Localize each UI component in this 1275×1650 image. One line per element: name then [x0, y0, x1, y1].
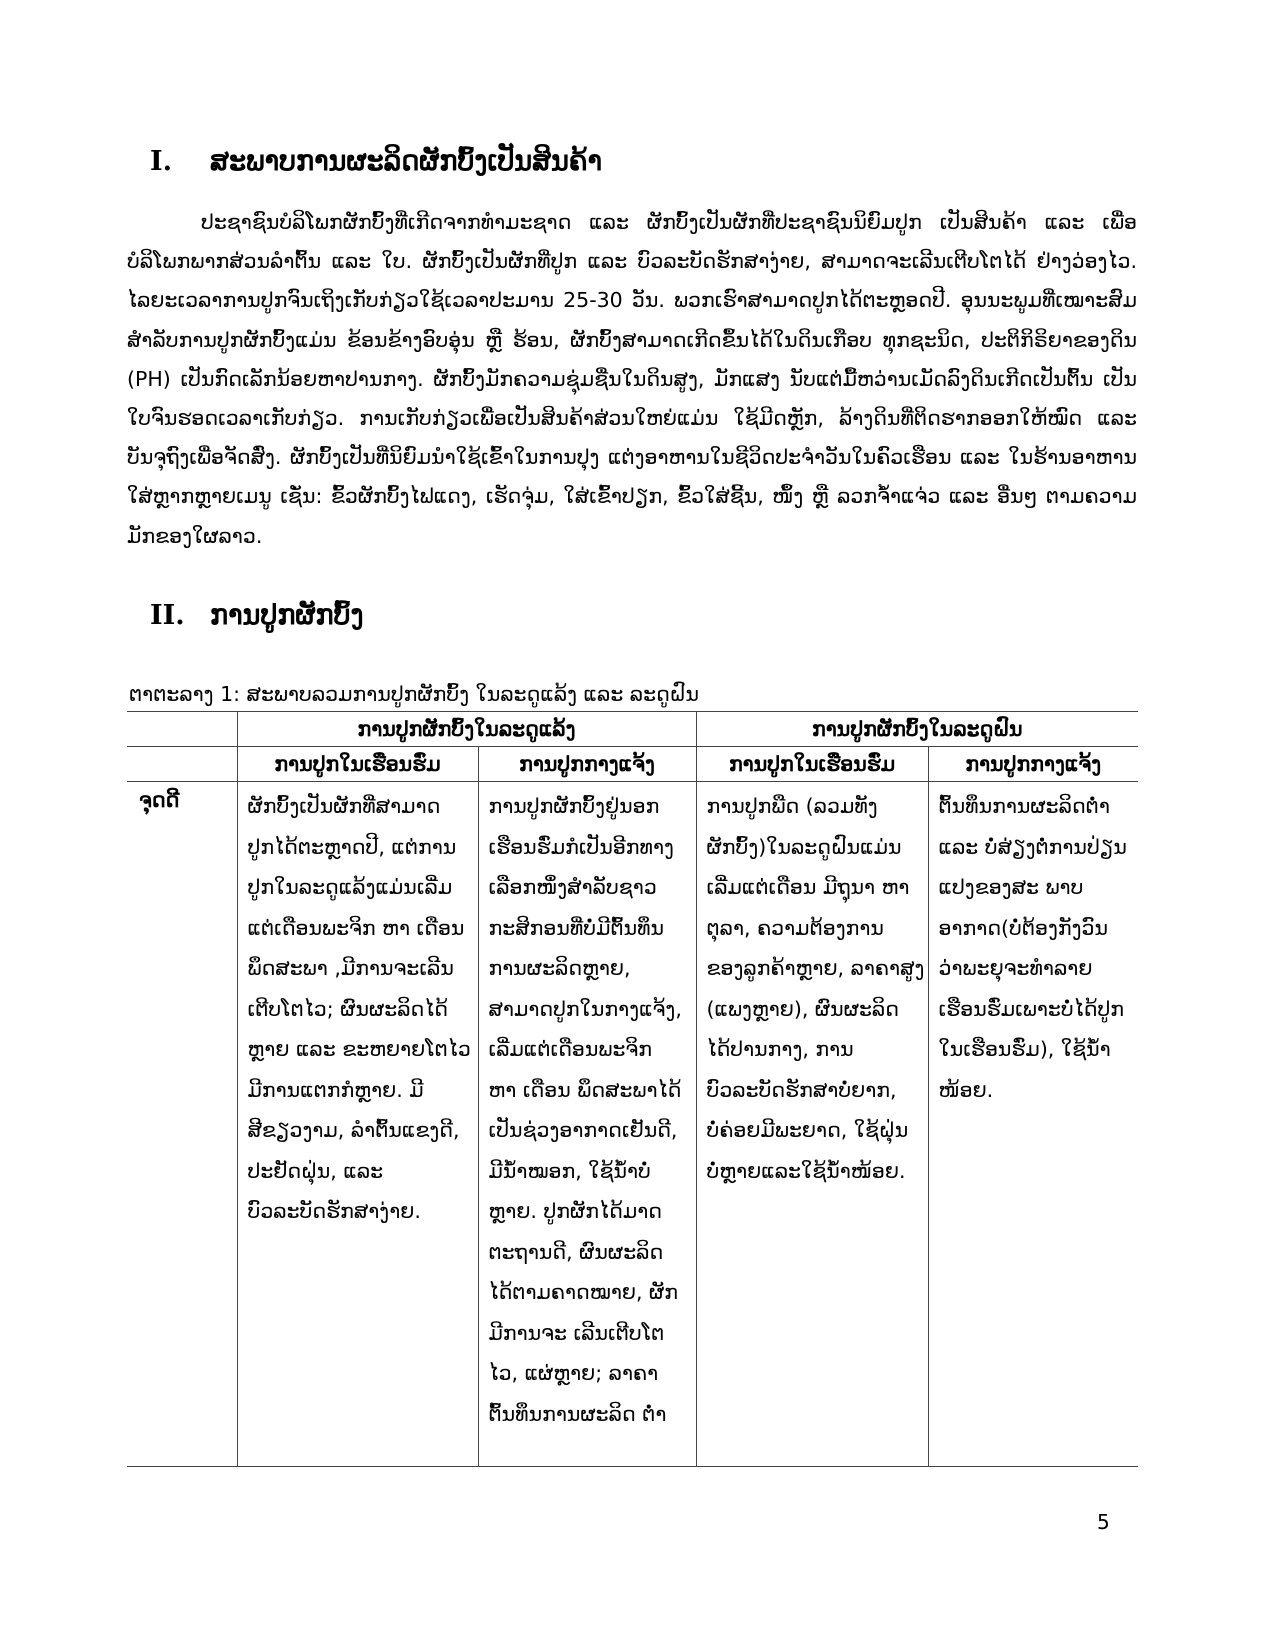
- section-heading-2: [150, 596, 364, 636]
- cell-line: (ແພງຫຼາຍ), ຜົນຜະລິດ: [706, 996, 899, 1021]
- cell-line: ພຶດສະພາ ,ມີການຈະເລີນ: [247, 956, 454, 980]
- cell-line: ຕຸລາ, ຄວາມຕ້ອງການ: [706, 915, 884, 940]
- cell-line: ແລະ ບໍ່ສ່ຽງຕໍ່ການປ່ຽນ: [938, 834, 1127, 859]
- cell-line: ການປູກຜັກບົ້ງຢູ່ນອກ: [488, 794, 660, 818]
- cell-line: ເຮືອນຮົ່ມກໍເປັນອີກທາງ: [488, 834, 674, 859]
- section-heading-1: [150, 142, 602, 182]
- cell-line: ປູກໄດ້ຕະຫຼາດປີ, ແຕ່ການ: [247, 834, 457, 859]
- season-header-dry: ການປູກຜັກບົ້ງໃນລະດູແລ້ງ: [237, 712, 696, 747]
- paragraph-line: ໃຊ້ມີດຫຼັກ, ລ້າງດິນທີ່ຕິດຮາກອອກໃຫ້ໝົດ ແລະ ບັນຈຸຖົງເພື່ອຈັດສົ່ງ. ຜັກບົ້ງເປັນທີ່ນິຍົມນຳໃຊ້ເຂົ້າໃນການປຸງ: [127, 406, 1137, 470]
- cell-line: ປະຢັດຝຸ່ນ, ແລະ: [247, 1158, 384, 1183]
- cell-line: ຕົ້ນທຶນການຜະລິດ ຕໍ່າ: [488, 1401, 667, 1426]
- table-cell: [237, 782, 478, 1467]
- cell-line: ກະສິກອນທີ່ບໍ່ມີຕົ້ນທຶນ: [488, 915, 665, 940]
- section-title: ສະພາບການຜະລິດຜັກບົ້ງເປັນສິນຄ້າ: [210, 146, 603, 177]
- comparison-table: [127, 711, 1138, 1467]
- cell-line: ຜັກບົ້ງເປັນຜັກທີ່ສາມາດ: [247, 794, 441, 818]
- cell-line: ໄດ້ຕາມຄາດໝາຍ, ຜັກ: [488, 1280, 679, 1304]
- paragraph-line: ນັບແຕ່ມື້ຫວ່ານເມັດລົງດິນເກີດເປັນຕົ້ນ ເປັນໃບຈົນຮອດເວລາເກັບກ່ຽວ. ການເກັບກ່ຽວເພື່ອເປັນສິນຄ້າສ່ວນໃຫຍ່ແມ່ນ: [127, 366, 1137, 431]
- cell-line: ມີການແຕກກໍຫຼາຍ. ມີ: [247, 1077, 424, 1102]
- cell-line: ມີການຈະ ເລີນເຕີບໂຕ: [488, 1320, 665, 1345]
- cell-line: ການຜະລິດຫຼາຍ,: [488, 956, 631, 980]
- cell-line: ເຮືອນຮົ່ມເພາະບໍ່ໄດ້ປູກ: [938, 996, 1125, 1021]
- cell-line: ຕົ້ນທຶນການຜະລິດຕໍ່າ: [938, 794, 1110, 818]
- cell-line: ສີຂຽວງາມ, ລຳຕົ້ນແຂງດີ,: [247, 1118, 460, 1142]
- cell-line: ເລີ່ມແຕ່ເດືອນພະຈິກ: [488, 1037, 653, 1061]
- paragraph-line: ອຸນນະພູມທີ່ເໝາະສົມສຳລັບການປູກຜັກບົ້ງແມ່ນ ຂ້ອນຂ້າງອົບອຸ່ນ ຫຼື ຮ້ອນ, ຜັກບົ້ງສາມາດເກີດຂຶ້ນໄດ້ໃນດິນເກືອບ: [127, 288, 1137, 352]
- paragraph-line: ແຕ່ງອາຫານໃນຊີວິດປະຈຳວັນໃນຄົວເຮືອນ ແລະ ໃນຮ້ານອາຫານໃສ່ຫຼາກຫຼາຍເມນູ ເຊັ່ນ: ຂົ້ວຜັກບົ້ງໄຟແດງ, ເຮັດຈຸ່ມ,: [127, 445, 1138, 509]
- table-cell: [928, 782, 1138, 1467]
- method-header: ການປູກກາງແຈ້ງ: [478, 747, 696, 782]
- table-cell: [478, 782, 696, 1467]
- cell-line: ຕະຖານດີ, ຜົນຜະລິດ: [488, 1239, 664, 1264]
- table-row: [127, 782, 1138, 1467]
- method-header: ການປູກໃນເຮືອນຮົ່ມ: [237, 747, 478, 782]
- cell-line: ຜັກບົ້ງ)ໃນລະດູຝົນແມ່ນ: [706, 834, 902, 859]
- cell-line: ມີນ້ຳໝອກ, ໃຊ້ນ້ຳບໍ່: [488, 1158, 651, 1183]
- cell-line: ບໍ່ຄ່ອຍມີພະຍາດ, ໃຊ້ຝຸ່ນ: [706, 1118, 909, 1142]
- paragraph-line: ເພື່ອບໍລິໂພກພາກສ່ວນລຳຕົ້ນ ແລະ ໃບ. ຜັກບົ້ງເປັນຜັກທີ່ປູກ ແລະ ບົວລະບັດຮັກສາງ່າຍ, ສາມາດຈະເລີນເຕີບໂຕໄດ້: [127, 210, 1137, 274]
- paragraph-text: [127, 203, 1137, 556]
- cell-line: ສາມາດປູກໃນກາງແຈ້ງ,: [488, 996, 682, 1021]
- cell-line: ແຕ່ເດືອນພະຈິກ ຫາ ເດືອນ: [247, 915, 465, 940]
- table-subheader-row: [127, 747, 1138, 782]
- empty-corner-cell: [127, 747, 237, 782]
- cell-line: ບົວລະບັດຮັກສາງ່າຍ.: [247, 1199, 421, 1223]
- body-paragraph: [127, 203, 1137, 556]
- method-header: ການປູກໃນເຮືອນຮົ່ມ: [696, 747, 928, 782]
- cell-line: ບໍ່ຫຼາຍແລະໃຊ້ນ້ຳໜ້ອຍ.: [706, 1158, 906, 1183]
- cell-line: ເລືອກໜຶ່ງສຳລັບຊາວ: [488, 875, 657, 899]
- cell-line: ວ່າພະຍຸຈະທຳລາຍ: [938, 956, 1093, 980]
- table-cell: [696, 782, 928, 1467]
- cell-line: ເລີ່ມແຕ່ເດືອນ ມີຖຸນາ ຫາ: [706, 875, 910, 899]
- cell-line: ແປງຂອງສະ ພາບ: [938, 875, 1084, 899]
- row-label: ຈຸດດີ: [127, 782, 237, 1467]
- cell-line: ໃນເຮືອນຮົ່ມ), ໃຊ້ນ້ຳ: [938, 1037, 1111, 1061]
- cell-line: ບົວລະບັດຮັກສາບໍ່ຍາກ,: [706, 1077, 897, 1102]
- section-title: ການປູກຜັກບົ້ງ: [210, 600, 364, 631]
- cell-line: ອາກາດ(ບໍ່ຕ້ອງກັງວົນ: [938, 915, 1108, 940]
- table-header-row: [127, 712, 1138, 747]
- cell-line: ຫາ ເດືອນ ພຶດສະພາໄດ້: [488, 1077, 682, 1102]
- cell-line: ໄວ, ແຜ່ຫຼາຍ; ລາຄາ: [488, 1361, 659, 1385]
- paragraph-line: ຢ່າງວ່ອງໄວ. ໄລຍະເວລາການປູກຈົນເຖິງເກັບກ່ຽວໃຊ້ເວລາປະມານ 25-30 ວັນ. ພວກເຮົາສາມາດປູກໄດ້ຕະຫຼອດປີ.: [127, 249, 1137, 313]
- method-header: ການປູກກາງແຈ້ງ: [928, 747, 1138, 782]
- cell-line: ການປູກພືດ (ລວມທັງ: [706, 794, 878, 818]
- season-header-rainy: ການປູກຜັກບົ້ງໃນລະດູຝົນ: [696, 712, 1138, 747]
- cell-line: ຂອງລູກຄ້າຫຼາຍ, ລາຄາສູງ: [706, 956, 925, 980]
- cell-line: ໜ້ອຍ.: [938, 1077, 994, 1102]
- paragraph-line: ທຸກຊະນິດ, ປະຕິກິຣິຍາຂອງດິນ (PH) ເປັນກົດເລັກນ້ອຍຫາປານກາງ. ຜັກບົ້ງມັກຄວາມຊຸ່ມຊື່ນໃນດິນສູງ, ມັກແສງ: [127, 327, 1137, 391]
- cell-line: ຫຼາຍ ແລະ ຂະຫຍາຍໂຕໄວ: [247, 1037, 471, 1061]
- cell-line: ໄດ້ປານກາງ, ການ: [706, 1037, 854, 1061]
- section-number: I.: [150, 146, 173, 177]
- empty-corner-cell: [127, 712, 237, 747]
- table-caption: ຕາຕະລາງ 1: ສະພາບລວມການປູກຜັກບົ້ງ ໃນລະດູແລ້ງ ແລະ ລະດູຝົນ: [129, 682, 700, 706]
- cell-line: ເປັນຊ່ວງອາກາດເຢັນດີ,: [488, 1118, 678, 1142]
- paragraph-line: ໃສ່ເຂົ້າປຽກ, ຂົ້ວໃສ່ຊີ້ນ, ໜຶ້ງ ຫຼື ລວກຈໍ້າແຈ່ວ ແລະ ອື່ນໆ ຕາມຄວາມມັກຂອງໃຜລາວ.: [127, 484, 1137, 548]
- paragraph-line: ປະຊາຊົນບໍລິໂພກຜັກບົ້ງທີ່ເກີດຈາກທຳມະຊາດ ແລະ ຜັກບົ້ງເປັນຜັກທີ່ປະຊາຊົນນິຍົມປູກ ເປັນສິນຄ້າ ແລະ: [201, 210, 1103, 234]
- cell-line: ຫຼາຍ. ປູກຜັກໄດ້ມາດ: [488, 1199, 662, 1223]
- page-number: 5: [1097, 1510, 1110, 1534]
- section-number: II.: [150, 600, 185, 631]
- cell-line: ປູກໃນລະດູແລ້ງແມ່ນເລີ່ມ: [247, 875, 453, 899]
- cell-line: ເຕີບໂຕໄວ; ຜົນຜະລິດໄດ້: [247, 996, 449, 1021]
